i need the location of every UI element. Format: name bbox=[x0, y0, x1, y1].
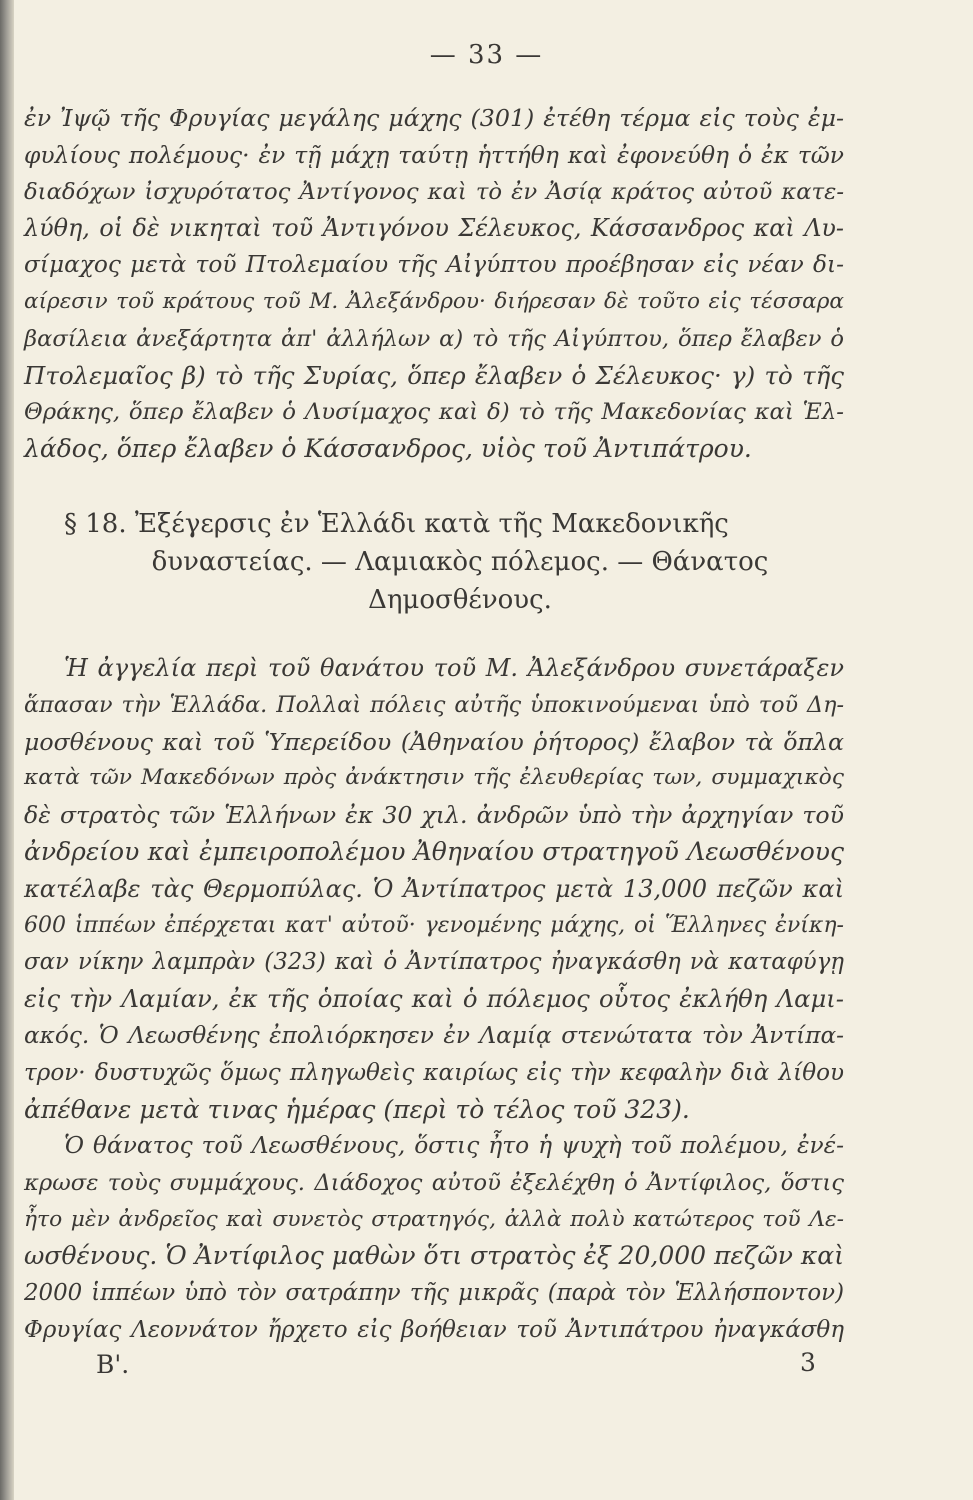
paragraph-3 bbox=[24, 1128, 844, 1349]
section-heading bbox=[60, 505, 860, 619]
text-line: λύθη, οἱ δὲ νικηταὶ τοῦ Ἀντιγόνου Σέλευκος, Κάσσανδρος καὶ Λυ- bbox=[24, 214, 844, 243]
text-line: αίρεσιν τοῦ κράτους τοῦ Μ. Ἀλεξάνδρου· διήρεσαν δὲ τοῦτο εἰς τέσσαρα bbox=[24, 288, 844, 314]
text-line: τρον· δυστυχῶς ὅμως πληγωθεὶς καιρίως εἰς τὴν κεφαλὴν διὰ λίθου bbox=[24, 1059, 844, 1086]
text-line: Ὁ θάνατος τοῦ Λεωσθένους, ὅστις ἦτο ἡ ψυχὴ τοῦ πολέμου, ἐνέ- bbox=[64, 1132, 844, 1159]
text-line: ἀπέθανε μετὰ τινας ἡμέρας (περὶ τὸ τέλος τοῦ 323). bbox=[24, 1094, 690, 1124]
text-line: εἰς τὴν Λαμίαν, ἐκ τῆς ὁποίας καὶ ὁ πόλεμος οὗτος ἐκλήθη Λαμι- bbox=[24, 984, 844, 1014]
text-line: ωσθένους. Ὁ Ἀντίφιλος μαθὼν ὅτι στρατὸς ἐξ 20,000 πεζῶν καὶ bbox=[24, 1241, 844, 1271]
section-heading-line: § 18. Ἐξέγερσις ἐν Ἑλλάδι κατὰ τῆς Μακεδονικῆς bbox=[64, 509, 729, 539]
signature-mark: Β'. bbox=[96, 1350, 130, 1379]
text-line: διαδόχων ἰσχυρότατος Ἀντίγονος καὶ τὸ ἐν Ἀσίᾳ κράτος αὐτοῦ κατε- bbox=[24, 178, 844, 205]
paragraph-1 bbox=[24, 100, 844, 468]
text-line: κατέλαβε τὰς Θερμοπύλας. Ὁ Ἀντίπατρος μετὰ 13,000 πεζῶν καὶ bbox=[24, 874, 844, 903]
section-heading-line: δυναστείας. — Λαμιακὸς πόλεμος. — Θάνατος bbox=[151, 547, 769, 577]
text-line: ἀνδρείου καὶ ἐμπειροπολέμου Ἀθηναίου στρατηγοῦ Λεωσθένους bbox=[24, 836, 844, 866]
text-line: ἦτο μὲν ἀνδρεῖος καὶ συνετὸς στρατηγός, ἀλλὰ πολὺ κατώτερος τοῦ Λε- bbox=[24, 1206, 844, 1232]
text-line: Ἡ ἀγγελία περὶ τοῦ θανάτου τοῦ Μ. Ἀλεξάνδρου συνετάραξεν bbox=[64, 654, 844, 682]
text-line: σαν νίκην λαμπρὰν (323) καὶ ὁ Ἀντίπατρος ἠναγκάσθη νὰ καταφύγῃ bbox=[24, 949, 844, 976]
text-line: ἐν Ἰψῷ τῆς Φρυγίας μεγάλης μάχης (301) ἐτέθη τέρμα εἰς τοὺς ἐμ- bbox=[24, 104, 844, 132]
text-line: κατὰ τῶν Μακεδόνων πρὸς ἀνάκτησιν τῆς ἐλευθερίας των, συμμαχικὸς bbox=[24, 765, 844, 791]
text-line: κρωσε τοὺς συμμάχους. Διάδοχος αὐτοῦ ἐξελέχθη ὁ Ἀντίφιλος, ὅστις bbox=[24, 1169, 844, 1196]
text-line: 2000 ἱππέων ὑπὸ τὸν σατράπην τῆς μικρᾶς (παρὰ τὸν Ἑλλήσποντον) bbox=[24, 1280, 844, 1307]
text-line: λάδος, ὅπερ ἔλαβεν ὁ Κάσσανδρος, υἱὸς τοῦ Ἀντιπάτρου. bbox=[24, 434, 752, 464]
text-line: Πτολεμαῖος β) τὸ τῆς Συρίας, ὅπερ ἔλαβεν ὁ Σέλευκος· γ) τὸ τῆς bbox=[24, 360, 844, 390]
text-line: σίμαχος μετὰ τοῦ Πτολεμαίου τῆς Αἰγύπτου προέβησαν εἰς νέαν δι- bbox=[24, 251, 844, 279]
text-line: Θράκης, ὅπερ ἔλαβεν ὁ Λυσίμαχος καὶ δ) τὸ τῆς Μακεδονίας καὶ Ἑλ- bbox=[24, 399, 844, 426]
text-line: Φρυγίας Λεοννάτον ἤρχετο εἰς βοήθειαν τοῦ Ἀντιπάτρου ἠναγκάσθη bbox=[24, 1316, 844, 1343]
paragraph-2 bbox=[24, 650, 844, 1128]
text-line: δὲ στρατὸς τῶν Ἑλλήνων ἐκ 30 χιλ. ἀνδρῶν ὑπὸ τὴν ἀρχηγίαν τοῦ bbox=[24, 801, 844, 830]
book-spine-shadow bbox=[0, 0, 14, 1500]
text-line: φυλίους πολέμους· ἐν τῇ μάχῃ ταύτῃ ἡττήθη καὶ ἐφονεύθη ὁ ἐκ τῶν bbox=[24, 140, 844, 169]
page-number: — 33 — bbox=[429, 40, 544, 70]
text-line: 600 ἱππέων ἐπέρχεται κατ' αὐτοῦ· γενομένης μάχης, οἱ Ἕλληνες ἐνίκη- bbox=[24, 912, 844, 938]
sheet-number: 3 bbox=[800, 1348, 816, 1377]
text-line: ἅπασαν τὴν Ἑλλάδα. Πολλαὶ πόλεις αὐτῆς ὑποκινούμεναι ὑπὸ τοῦ Δη- bbox=[24, 691, 844, 718]
section-heading-line: Δημοσθένους. bbox=[368, 585, 552, 615]
text-line: ακός. Ὁ Λεωσθένης ἐπολιόρκησεν ἐν Λαμίᾳ στενώτατα τὸν Ἀντίπα- bbox=[24, 1021, 844, 1049]
text-line: μοσθένους καὶ τοῦ Ὑπερείδου (Ἀθηναίου ῥήτορος) ἔλαβον τὰ ὅπλα bbox=[24, 727, 844, 756]
text-line: βασίλεια ἀνεξάρτητα ἀπ' ἀλλήλων α) τὸ τῆς Αἰγύπτου, ὅπερ ἔλαβεν ὁ bbox=[24, 325, 844, 352]
